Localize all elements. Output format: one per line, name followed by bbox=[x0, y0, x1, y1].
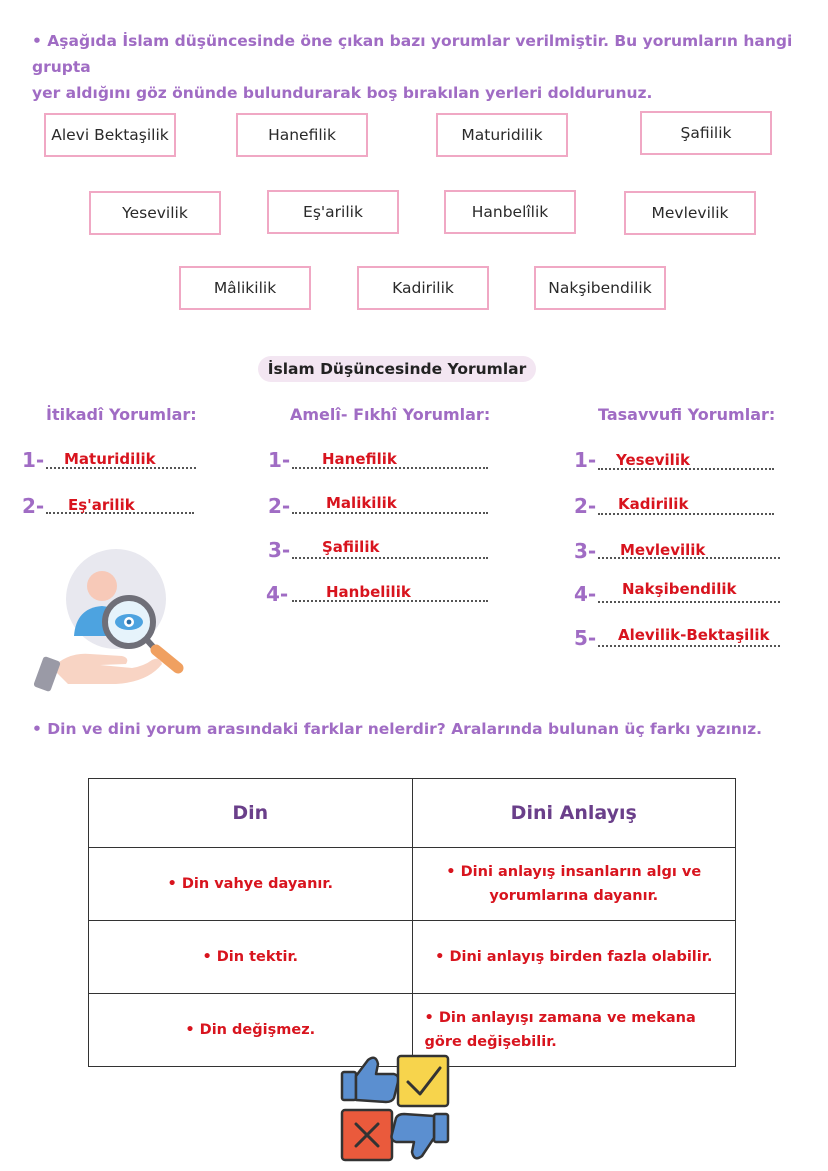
check-icon bbox=[398, 1056, 448, 1106]
ameli-answer-2: Malikilik bbox=[326, 494, 397, 512]
section-title: İslam Düşüncesinde Yorumlar bbox=[258, 356, 536, 382]
user-search-illustration bbox=[34, 544, 194, 694]
instruction-q2: • Din ve dini yorum arasındaki farklar nelerdir? Aralarında bulunan üç farkı yazınız. bbox=[32, 720, 763, 738]
thumbs-up-icon bbox=[342, 1058, 399, 1102]
evaluation-icon bbox=[338, 1052, 454, 1164]
tasavvufi-answer-3: Mevlevilik bbox=[620, 541, 706, 559]
chip-esarilik: Eş'arilik bbox=[267, 190, 399, 234]
chip-mevlevilik: Mevlevilik bbox=[624, 191, 756, 235]
instruction-q1-line2: yer aldığını göz önünde bulundurarak boş bırakılan yerleri doldurunuz. bbox=[32, 84, 653, 102]
ameli-num-1: 1- bbox=[268, 448, 291, 472]
itikadi-num-1: 1- bbox=[22, 448, 45, 472]
itikadi-num-2: 2- bbox=[22, 494, 45, 518]
itikadi-answer-1: Maturidilik bbox=[64, 450, 156, 468]
cell-din-1: • Din vahye dayanır. bbox=[89, 848, 413, 921]
cell-anlayis-2: • Dini anlayış birden fazla olabilir. bbox=[412, 921, 736, 994]
tasavvufi-num-1: 1- bbox=[574, 448, 597, 472]
tasavvufi-blank-4 bbox=[598, 601, 780, 603]
tasavvufi-num-2: 2- bbox=[574, 494, 597, 518]
ameli-num-3: 3- bbox=[268, 538, 291, 562]
chip-maturidilik: Maturidilik bbox=[436, 113, 568, 157]
hand-icon bbox=[52, 654, 162, 684]
instruction-q1 bbox=[32, 28, 802, 106]
ameli-answer-1: Hanefilik bbox=[322, 450, 397, 468]
chip-kadirilik: Kadirilik bbox=[357, 266, 489, 310]
tasavvufi-blank-5 bbox=[598, 645, 780, 647]
tasavvufi-answer-1: Yesevilik bbox=[616, 451, 690, 469]
ameli-answer-4: Hanbelilik bbox=[326, 583, 411, 601]
ameli-num-4: 4- bbox=[266, 582, 289, 606]
tasavvufi-answer-4: Nakşibendilik bbox=[622, 580, 737, 598]
chip-malikilik: Mâlikilik bbox=[179, 266, 311, 310]
tasavvufi-num-4: 4- bbox=[574, 582, 597, 606]
tasavvufi-num-5: 5- bbox=[574, 626, 597, 650]
cell-din-3: • Din değişmez. bbox=[89, 994, 413, 1067]
cell-din-2: • Din tektir. bbox=[89, 921, 413, 994]
tasavvufi-answer-2: Kadirilik bbox=[618, 495, 689, 513]
ameli-blank-3 bbox=[292, 557, 488, 559]
itikadi-title: İtikadî Yorumlar: bbox=[46, 405, 197, 424]
user-head-icon bbox=[87, 571, 117, 601]
ameli-num-2: 2- bbox=[268, 494, 291, 518]
ameli-title: Amelî- Fıkhî Yorumlar: bbox=[290, 405, 491, 424]
ameli-answer-3: Şafiilik bbox=[322, 538, 380, 556]
cell-anlayis-1: • Dini anlayış insanların algı ve yorumlarına dayanır. bbox=[412, 848, 736, 921]
table-row bbox=[89, 921, 736, 994]
tasavvufi-num-3: 3- bbox=[574, 539, 597, 563]
cross-icon bbox=[342, 1110, 392, 1160]
instruction-q1-line1: • Aşağıda İslam düşüncesinde öne çıkan bazı yorumlar verilmiştir. Bu yorumların hangi grupta bbox=[32, 32, 793, 76]
chip-alevi-bektasilik: Alevi Bektaşilik bbox=[44, 113, 176, 157]
chip-hanbelilik: Hanbelîlik bbox=[444, 190, 576, 234]
header-din: Din bbox=[89, 779, 413, 848]
chip-naksibendilik: Nakşibendilik bbox=[534, 266, 666, 310]
chip-safiilik: Şafiilik bbox=[640, 111, 772, 155]
header-dini-anlayis: Dini Anlayış bbox=[412, 779, 736, 848]
thumbs-down-icon bbox=[392, 1114, 449, 1158]
table-row bbox=[89, 848, 736, 921]
itikadi-answer-2: Eş'arilik bbox=[68, 496, 135, 514]
chip-hanefilik: Hanefilik bbox=[236, 113, 368, 157]
table-header-row bbox=[89, 779, 736, 848]
comparison-table bbox=[88, 778, 736, 1050]
sleeve-icon bbox=[34, 656, 61, 692]
cell-anlayis-3: • Din anlayışı zamana ve mekana göre değişebilir. bbox=[412, 994, 736, 1067]
tasavvufi-answer-5: Alevilik-Bektaşilik bbox=[618, 626, 770, 644]
tasavvufi-title: Tasavvufi Yorumlar: bbox=[598, 405, 776, 424]
chip-yesevilik: Yesevilik bbox=[89, 191, 221, 235]
ameli-blank-2 bbox=[292, 512, 488, 514]
tasavvufi-blank-2 bbox=[598, 513, 774, 515]
